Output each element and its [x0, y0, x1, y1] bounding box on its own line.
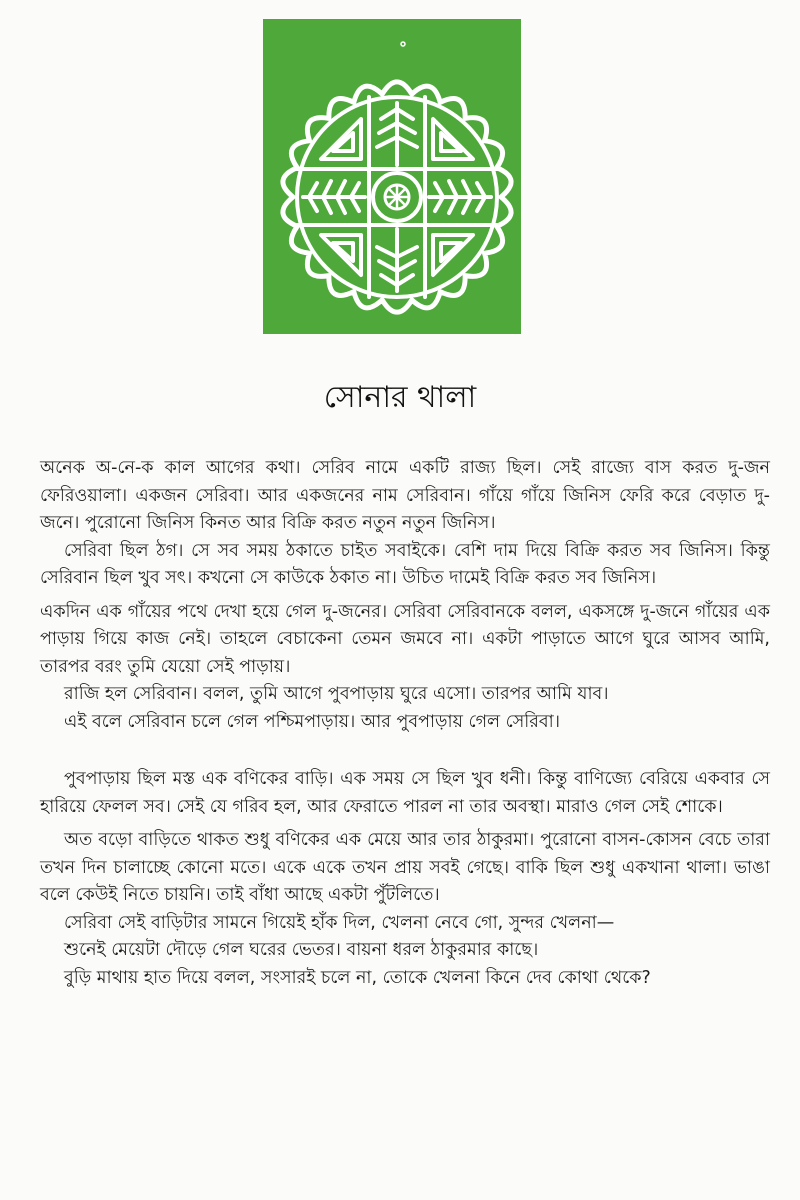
story-body [40, 455, 770, 992]
story-paragraph: এই বলে সেরিবান চলে গেল পশ্চিমপাড়ায়। আর পুবপাড়ায় গেল সেরিবা। [64, 711, 561, 732]
story-paragraph: অত বড়ো বাড়িতে থাকত শুধু বণিকের এক মেয়ে আর তার ঠাকুরমা। পুরোনো বাসন-কোসন বেচে তারা তখন দিন চালাচ্ছে কোনো মতে। একে একে তখন প্রায় সবই গেছে। বাকি ছিল শুধু একখানা থালা। ভাঙা বলে কেউই নিতে চায়নি। তাই বাঁধা আছে একটা পুঁটলিতে। [40, 830, 770, 905]
story-paragraph: শুনেই মেয়েটা দৌড়ে গেল ঘরের ভেতর। বায়না ধরল ঠাকুরমার কাছে। [64, 940, 539, 960]
alpana-illustration [263, 19, 521, 334]
story-paragraph: পুবপাড়ায় ছিল মস্ত এক বণিকের বাড়ি। এক সময় সে ছিল খুব ধনী। কিন্তু বাণিজ্যে বেরিয়ে একবার সে হারিয়ে ফেলল সব। সেই যে গরিব হল, আর ফেরাতে পারল না তার অবস্থা। মারাও গেল সেই শোকে। [40, 769, 770, 817]
alpana-circle-icon [263, 19, 521, 334]
story-paragraph: সেরিবা ছিল ঠগ। সে সব সময় ঠকাতে চাইত সবাইকে। বেশি দাম দিয়ে বিক্রি করত সব জিনিস। কিন্তু সেরিবান ছিল খুব সৎ। কখনো সে কাউকে ঠকাত না। উচিত দামেই বিক্রি করত সব জিনিস। [40, 540, 770, 588]
story-paragraph: সেরিবা সেই বাড়িটার সামনে গিয়েই হাঁক দিল, খেলনা নেবে গো, সুন্দর খেলনা— [64, 912, 615, 933]
story-paragraph: অনেক অ-নে-ক কাল আগের কথা। সেরিব নামে একটি রাজ্য ছিল। সেই রাজ্যে বাস করত দু-জন ফেরিওয়ালা। একজন সেরিবা। আর একজনের নাম সেরিবান। গাঁয়ে গাঁয়ে জিনিস ফেরি করে বেড়াত দু-জনে। পুরোনো জিনিস কিনত আর বিক্রি করত নতুন নতুন জিনিস। [40, 458, 770, 533]
story-paragraph: বুড়ি মাথায় হাত দিয়ে বলল, সংসারই চলে না, তোকে খেলনা কিনে দেব কোথা থেকে? [64, 967, 651, 988]
story-paragraph: একদিন এক গাঁয়ের পথে দেখা হয়ে গেল দু-জনের। সেরিবা সেরিবানকে বলল, একসঙ্গে দু-জনে গাঁয়ের এক পাড়ায় গিয়ে কাজ নেই। তাহলে বেচাকেনা তেমন জমবে না। একটা পাড়াতে আগে ঘুরে আসব আমি, তারপর বরং তুমি যেয়ো সেই পাড়ায়। [40, 601, 770, 677]
story-paragraph: রাজি হল সেরিবান। বলল, তুমি আগে পুবপাড়ায় ঘুরে এসো। তারপর আমি যাব। [64, 684, 609, 704]
story-title: সোনার থালা [323, 380, 477, 415]
